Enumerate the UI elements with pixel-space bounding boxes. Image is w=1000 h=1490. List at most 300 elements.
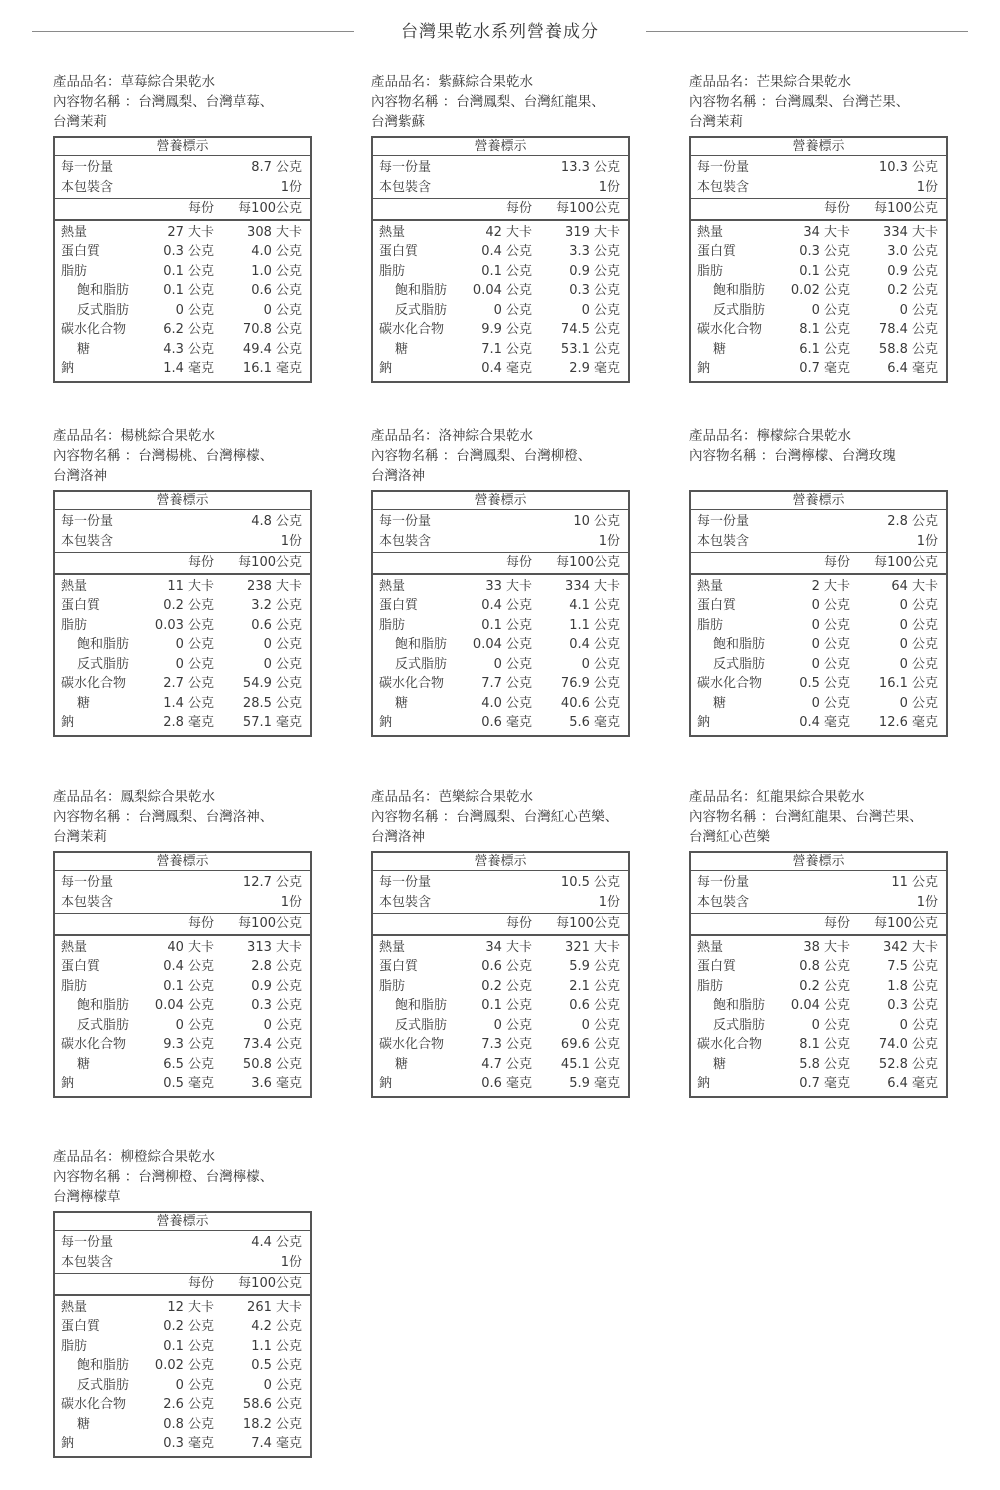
column-header-per-serving: 每份 bbox=[505, 555, 532, 570]
nutrient-per-100g: 342 大卡 bbox=[883, 939, 938, 955]
product-name-prefix: 產品品名： bbox=[53, 1149, 121, 1165]
product-block bbox=[689, 787, 948, 1091]
serving-size-value: 10.3 公克 bbox=[878, 160, 938, 175]
nutrient-name: 糖 bbox=[713, 1056, 727, 1072]
contents-line-2: 台灣茉莉 bbox=[53, 829, 107, 845]
nutrient-per-100g: 74.5 公克 bbox=[560, 322, 620, 337]
nutrient-per-serving: 12 大卡 bbox=[167, 1299, 214, 1315]
nutrient-name: 反式脂肪 bbox=[395, 1017, 448, 1033]
nutrient-per-serving: 0.2 公克 bbox=[163, 598, 214, 613]
nutrient-per-serving: 6.2 公克 bbox=[163, 322, 214, 337]
nutrition-label-title: 營養標示 bbox=[373, 492, 628, 510]
nutrition-label-title: 營養標示 bbox=[691, 853, 946, 871]
nutrient-row bbox=[691, 320, 946, 340]
contents-line bbox=[689, 446, 948, 466]
nutrient-section bbox=[373, 575, 628, 735]
product-block bbox=[53, 787, 312, 1091]
servings-label: 本包裝含 bbox=[697, 179, 750, 195]
nutrient-row bbox=[55, 616, 310, 636]
nutrient-name: 熱量 bbox=[61, 1299, 88, 1315]
nutrient-section bbox=[373, 221, 628, 381]
nutrient-per-serving: 4.7 公克 bbox=[481, 1056, 532, 1072]
contents-prefix: 內容物名稱 ： bbox=[689, 809, 775, 825]
nutrient-row bbox=[373, 242, 628, 262]
nutrient-row bbox=[691, 1055, 946, 1075]
nutrient-name: 蛋白質 bbox=[379, 959, 419, 974]
nutrient-name: 蛋白質 bbox=[61, 1319, 101, 1334]
nutrient-per-serving: 0.5 公克 bbox=[799, 676, 850, 691]
nutrient-per-serving: 0.4 公克 bbox=[481, 598, 532, 613]
nutrient-name: 飽和脂肪 bbox=[77, 637, 130, 652]
nutrient-row bbox=[373, 938, 628, 958]
nutrient-name: 脂肪 bbox=[697, 978, 724, 994]
nutrient-name: 碳水化合物 bbox=[379, 676, 445, 691]
contents-line bbox=[371, 92, 630, 112]
nutrient-name: 碳水化合物 bbox=[697, 322, 763, 337]
nutrient-name: 脂肪 bbox=[61, 617, 88, 633]
contents-line bbox=[53, 446, 312, 466]
nutrient-name: 反式脂肪 bbox=[713, 656, 766, 672]
servings-row bbox=[55, 178, 310, 198]
serving-size-row bbox=[691, 158, 946, 178]
contents-text: 台灣檸檬、台灣玫瑰 bbox=[774, 448, 896, 464]
product-block bbox=[371, 426, 630, 730]
nutrient-row bbox=[691, 262, 946, 282]
nutrient-name: 蛋白質 bbox=[379, 244, 419, 259]
nutrient-name: 熱量 bbox=[61, 578, 88, 594]
nutrition-label-title: 營養標示 bbox=[55, 853, 310, 871]
servings-row bbox=[373, 532, 628, 552]
column-header-per-100g: 每100公克 bbox=[874, 916, 938, 931]
nutrient-row bbox=[55, 596, 310, 616]
nutrient-row bbox=[691, 596, 946, 616]
nutrient-name: 脂肪 bbox=[61, 1338, 88, 1354]
nutrient-row bbox=[373, 1074, 628, 1094]
nutrient-per-serving: 0.1 公克 bbox=[481, 263, 532, 279]
nutrient-per-serving: 5.8 公克 bbox=[799, 1056, 850, 1072]
product-name-line bbox=[689, 426, 948, 446]
nutrient-per-serving: 0 公克 bbox=[811, 695, 850, 711]
nutrient-per-serving: 40 大卡 bbox=[167, 939, 214, 955]
product-name-line bbox=[371, 426, 630, 446]
nutrient-per-serving: 34 大卡 bbox=[803, 224, 850, 240]
serving-size-label: 每一份量 bbox=[379, 160, 432, 175]
contents-line bbox=[689, 807, 948, 827]
nutrient-row bbox=[691, 242, 946, 262]
nutrient-per-serving: 0 公克 bbox=[811, 617, 850, 633]
column-header-per-serving: 每份 bbox=[187, 916, 214, 931]
product-name-line bbox=[53, 72, 312, 92]
nutrient-per-serving: 2.6 公克 bbox=[163, 1397, 214, 1412]
nutrient-per-100g: 0 公克 bbox=[263, 637, 302, 652]
column-header-per-100g: 每100公克 bbox=[556, 201, 620, 216]
serving-size-label: 每一份量 bbox=[61, 160, 114, 175]
nutrient-row bbox=[55, 577, 310, 597]
nutrient-name: 碳水化合物 bbox=[379, 322, 445, 337]
serving-section bbox=[691, 156, 946, 198]
nutrient-per-100g: 0.9 公克 bbox=[569, 263, 620, 279]
nutrient-name: 反式脂肪 bbox=[77, 656, 130, 672]
nutrient-name: 反式脂肪 bbox=[713, 1017, 766, 1033]
nutrient-name: 脂肪 bbox=[61, 263, 88, 279]
nutrient-name: 蛋白質 bbox=[61, 244, 101, 259]
nutrient-row bbox=[55, 1356, 310, 1376]
nutrient-per-100g: 0.5 公克 bbox=[251, 1358, 302, 1373]
nutrition-label-title: 營養標示 bbox=[55, 1213, 310, 1231]
nutrient-per-serving: 0.1 公克 bbox=[163, 263, 214, 279]
serving-size-label: 每一份量 bbox=[697, 875, 750, 890]
page-header bbox=[32, 18, 968, 46]
nutrition-label-title: 營養標示 bbox=[691, 138, 946, 156]
nutrient-row bbox=[55, 977, 310, 997]
nutrient-per-100g: 0 公克 bbox=[263, 302, 302, 318]
nutrient-per-100g: 50.8 公克 bbox=[242, 1056, 302, 1072]
nutrient-per-serving: 6.5 公克 bbox=[163, 1056, 214, 1072]
serving-size-row bbox=[373, 512, 628, 532]
nutrient-row bbox=[373, 635, 628, 655]
contents-line bbox=[371, 446, 630, 466]
nutrient-per-100g: 0.3 公克 bbox=[251, 998, 302, 1013]
nutrient-row bbox=[691, 281, 946, 301]
column-header-row bbox=[373, 199, 628, 219]
nutrient-per-serving: 0 公克 bbox=[175, 1017, 214, 1033]
nutrient-section bbox=[55, 1296, 310, 1456]
nutrient-row bbox=[373, 616, 628, 636]
nutrient-row bbox=[55, 713, 310, 733]
nutrient-name: 熱量 bbox=[379, 224, 406, 240]
servings-row bbox=[55, 532, 310, 552]
nutrient-row bbox=[55, 340, 310, 360]
nutrient-name: 熱量 bbox=[697, 224, 724, 240]
nutrient-per-100g: 238 大卡 bbox=[247, 578, 302, 594]
nutrient-section bbox=[55, 575, 310, 735]
column-header-row bbox=[691, 199, 946, 219]
nutrient-name: 鈉 bbox=[61, 715, 75, 730]
servings-row bbox=[55, 893, 310, 913]
nutrient-per-serving: 0.03 公克 bbox=[154, 617, 214, 633]
servings-label: 本包裝含 bbox=[697, 894, 750, 910]
product-name-prefix: 產品品名： bbox=[371, 428, 439, 444]
nutrient-name: 鈉 bbox=[61, 361, 75, 376]
product-block bbox=[53, 1147, 312, 1451]
column-header-per-100g: 每100公克 bbox=[556, 916, 620, 931]
contents-line bbox=[689, 92, 948, 112]
nutrient-per-serving: 0.04 公克 bbox=[472, 283, 532, 298]
nutrient-per-serving: 0.04 公克 bbox=[472, 637, 532, 652]
nutrient-row bbox=[55, 674, 310, 694]
nutrient-name: 鈉 bbox=[697, 715, 711, 730]
nutrient-per-serving: 0.7 毫克 bbox=[799, 1076, 850, 1091]
nutrient-name: 飽和脂肪 bbox=[395, 283, 448, 298]
nutrition-label bbox=[689, 136, 948, 383]
nutrient-name: 蛋白質 bbox=[697, 959, 737, 974]
nutrient-per-serving: 0.2 公克 bbox=[163, 1319, 214, 1334]
nutrient-per-100g: 16.1 公克 bbox=[878, 676, 938, 691]
nutrient-name: 熱量 bbox=[61, 939, 88, 955]
nutrient-name: 飽和脂肪 bbox=[713, 283, 766, 298]
nutrient-per-serving: 9.9 公克 bbox=[481, 322, 532, 337]
nutrient-row bbox=[373, 694, 628, 714]
nutrient-name: 飽和脂肪 bbox=[77, 283, 130, 298]
nutrient-name: 碳水化合物 bbox=[61, 676, 127, 691]
column-header-per-serving: 每份 bbox=[823, 916, 850, 931]
serving-size-row bbox=[55, 873, 310, 893]
nutrient-per-100g: 321 大卡 bbox=[565, 939, 620, 955]
contents-text: 台灣楊桃、台灣檸檬、 bbox=[138, 448, 274, 464]
nutrient-row bbox=[55, 301, 310, 321]
nutrient-per-serving: 0.6 毫克 bbox=[481, 1076, 532, 1091]
nutrient-row bbox=[55, 320, 310, 340]
nutrient-per-serving: 4.0 公克 bbox=[481, 695, 532, 711]
header-rule-right bbox=[646, 31, 968, 32]
nutrient-row bbox=[55, 1395, 310, 1415]
serving-size-label: 每一份量 bbox=[697, 160, 750, 175]
servings-label: 本包裝含 bbox=[61, 894, 114, 910]
nutrient-name: 碳水化合物 bbox=[61, 1037, 127, 1052]
nutrition-label bbox=[53, 851, 312, 1098]
nutrient-name: 蛋白質 bbox=[379, 598, 419, 613]
nutrient-per-serving: 0 公克 bbox=[811, 1017, 850, 1033]
serving-size-label: 每一份量 bbox=[379, 514, 432, 529]
nutrient-row bbox=[691, 1016, 946, 1036]
nutrient-per-serving: 0.4 毫克 bbox=[799, 715, 850, 730]
nutrient-row bbox=[373, 674, 628, 694]
column-header-row bbox=[55, 553, 310, 573]
nutrient-per-100g: 0 公克 bbox=[899, 598, 938, 613]
nutrient-per-100g: 7.4 毫克 bbox=[251, 1436, 302, 1451]
nutrient-row bbox=[373, 1035, 628, 1055]
nutrient-per-100g: 78.4 公克 bbox=[878, 322, 938, 337]
nutrient-per-100g: 58.8 公克 bbox=[878, 341, 938, 357]
nutrient-name: 脂肪 bbox=[697, 617, 724, 633]
nutrient-per-100g: 0 公克 bbox=[581, 656, 620, 672]
nutrient-per-serving: 27 大卡 bbox=[167, 224, 214, 240]
nutrient-per-serving: 2.7 公克 bbox=[163, 676, 214, 691]
nutrient-per-100g: 0 公克 bbox=[263, 1377, 302, 1393]
nutrient-row bbox=[55, 281, 310, 301]
contents-line-2: 台灣茉莉 bbox=[53, 114, 107, 130]
contents-line bbox=[53, 1167, 312, 1187]
product-name-line bbox=[689, 787, 948, 807]
column-header-row bbox=[691, 914, 946, 934]
product-block bbox=[371, 787, 630, 1091]
column-header-per-100g: 每100公克 bbox=[556, 555, 620, 570]
nutrient-name: 熱量 bbox=[697, 939, 724, 955]
servings-value: 1份 bbox=[280, 1254, 302, 1270]
column-header-per-100g: 每100公克 bbox=[238, 1276, 302, 1291]
product-name: 紅龍果綜合果乾水 bbox=[756, 789, 865, 805]
servings-value: 1份 bbox=[598, 179, 620, 195]
nutrient-per-serving: 0.2 公克 bbox=[481, 978, 532, 994]
nutrient-per-100g: 2.1 公克 bbox=[569, 978, 620, 994]
product-info bbox=[53, 787, 312, 847]
servings-value: 1份 bbox=[280, 179, 302, 195]
contents-text: 台灣紅龍果、台灣芒果、 bbox=[774, 809, 923, 825]
contents-prefix: 內容物名稱 ： bbox=[53, 94, 139, 110]
nutrient-per-100g: 0.9 公克 bbox=[887, 263, 938, 279]
nutrient-row bbox=[373, 1016, 628, 1036]
product-name: 紫蘇綜合果乾水 bbox=[438, 74, 533, 90]
product-block bbox=[371, 72, 630, 376]
nutrient-per-serving: 0.1 公克 bbox=[481, 998, 532, 1013]
serving-size-row bbox=[55, 1233, 310, 1253]
nutrient-name: 蛋白質 bbox=[697, 598, 737, 613]
nutrient-per-100g: 64 大卡 bbox=[891, 578, 938, 594]
product-name: 楊桃綜合果乾水 bbox=[120, 428, 215, 444]
nutrient-row bbox=[55, 1016, 310, 1036]
product-name-prefix: 產品品名： bbox=[689, 74, 757, 90]
nutrient-per-100g: 57.1 毫克 bbox=[242, 715, 302, 730]
nutrient-name: 脂肪 bbox=[379, 978, 406, 994]
serving-size-row bbox=[691, 512, 946, 532]
serving-size-row bbox=[691, 873, 946, 893]
nutrition-label bbox=[689, 490, 948, 737]
nutrient-per-serving: 0.1 公克 bbox=[163, 283, 214, 298]
column-header-per-serving: 每份 bbox=[823, 201, 850, 216]
nutrient-name: 熱量 bbox=[697, 578, 724, 594]
nutrient-per-serving: 0.4 公克 bbox=[163, 959, 214, 974]
product-name: 洛神綜合果乾水 bbox=[438, 428, 533, 444]
nutrient-row bbox=[55, 1337, 310, 1357]
serving-size-value: 2.8 公克 bbox=[887, 514, 938, 529]
nutrient-name: 糖 bbox=[395, 341, 409, 357]
nutrient-name: 蛋白質 bbox=[697, 244, 737, 259]
nutrient-per-100g: 16.1 毫克 bbox=[242, 361, 302, 376]
nutrient-per-100g: 12.6 毫克 bbox=[878, 715, 938, 730]
contents-line bbox=[371, 807, 630, 827]
product-name-prefix: 產品品名： bbox=[53, 428, 121, 444]
nutrient-row bbox=[373, 655, 628, 675]
product-info bbox=[371, 426, 630, 486]
column-header-per-serving: 每份 bbox=[187, 1276, 214, 1291]
nutrient-per-100g: 28.5 公克 bbox=[242, 695, 302, 711]
contents-line-2: 台灣茉莉 bbox=[689, 114, 743, 130]
serving-section bbox=[373, 510, 628, 552]
nutrient-per-100g: 0 公克 bbox=[581, 302, 620, 318]
nutrient-name: 糖 bbox=[395, 1056, 409, 1072]
nutrient-per-100g: 0 公克 bbox=[263, 1017, 302, 1033]
nutrient-per-100g: 45.1 公克 bbox=[560, 1056, 620, 1072]
nutrient-per-100g: 3.0 公克 bbox=[887, 244, 938, 259]
nutrient-row bbox=[55, 1074, 310, 1094]
nutrient-per-100g: 3.6 毫克 bbox=[251, 1076, 302, 1091]
nutrient-row bbox=[691, 616, 946, 636]
contents-line bbox=[53, 92, 312, 112]
nutrient-per-100g: 0 公克 bbox=[263, 656, 302, 672]
column-header-per-serving: 每份 bbox=[505, 916, 532, 931]
nutrient-per-serving: 0.3 公克 bbox=[799, 244, 850, 259]
nutrient-per-100g: 2.8 公克 bbox=[251, 959, 302, 974]
nutrient-name: 熱量 bbox=[61, 224, 88, 240]
nutrient-per-100g: 5.9 毫克 bbox=[569, 1076, 620, 1091]
nutrient-per-100g: 5.9 公克 bbox=[569, 959, 620, 974]
nutrient-name: 反式脂肪 bbox=[713, 302, 766, 318]
servings-label: 本包裝含 bbox=[697, 533, 750, 549]
serving-size-label: 每一份量 bbox=[61, 875, 114, 890]
nutrient-name: 脂肪 bbox=[379, 617, 406, 633]
nutrient-row bbox=[55, 938, 310, 958]
nutrient-per-serving: 1.4 毫克 bbox=[163, 361, 214, 376]
nutrient-per-100g: 6.4 毫克 bbox=[887, 361, 938, 376]
servings-label: 本包裝含 bbox=[379, 179, 432, 195]
nutrition-label-title: 營養標示 bbox=[55, 492, 310, 510]
nutrient-name: 飽和脂肪 bbox=[77, 1358, 130, 1373]
nutrient-row bbox=[55, 1376, 310, 1396]
product-name-line bbox=[53, 787, 312, 807]
nutrient-row bbox=[691, 577, 946, 597]
product-info bbox=[689, 787, 948, 847]
product-block bbox=[689, 426, 948, 730]
product-info bbox=[371, 72, 630, 132]
nutrient-name: 鈉 bbox=[697, 1076, 711, 1091]
nutrient-row bbox=[373, 577, 628, 597]
column-header-per-100g: 每100公克 bbox=[238, 916, 302, 931]
nutrient-per-100g: 74.0 公克 bbox=[878, 1037, 938, 1052]
contents-prefix: 內容物名稱 ： bbox=[689, 448, 775, 464]
nutrient-per-100g: 0 公克 bbox=[899, 617, 938, 633]
nutrient-name: 糖 bbox=[77, 695, 91, 711]
nutrient-row bbox=[373, 301, 628, 321]
nutrient-per-100g: 313 大卡 bbox=[247, 939, 302, 955]
nutrient-per-100g: 0.3 公克 bbox=[569, 283, 620, 298]
contents-text: 台灣鳳梨、台灣紅心芭樂、 bbox=[456, 809, 619, 825]
nutrient-per-serving: 7.7 公克 bbox=[481, 676, 532, 691]
nutrient-row bbox=[691, 655, 946, 675]
nutrient-row bbox=[373, 957, 628, 977]
product-name: 柳橙綜合果乾水 bbox=[120, 1149, 215, 1165]
servings-label: 本包裝含 bbox=[61, 1254, 114, 1270]
nutrient-name: 飽和脂肪 bbox=[713, 998, 766, 1013]
servings-row bbox=[691, 178, 946, 198]
nutrient-per-100g: 69.6 公克 bbox=[560, 1037, 620, 1052]
nutrient-per-100g: 334 大卡 bbox=[565, 578, 620, 594]
nutrient-row bbox=[691, 223, 946, 243]
nutrient-row bbox=[691, 1035, 946, 1055]
nutrient-per-100g: 5.6 毫克 bbox=[569, 715, 620, 730]
nutrient-row bbox=[55, 1055, 310, 1075]
nutrient-name: 糖 bbox=[77, 1056, 91, 1072]
contents-text: 台灣柳橙、台灣檸檬、 bbox=[138, 1169, 274, 1185]
product-name-prefix: 產品品名： bbox=[371, 74, 439, 90]
nutrient-name: 飽和脂肪 bbox=[77, 998, 130, 1013]
nutrient-per-serving: 0.6 公克 bbox=[481, 959, 532, 974]
nutrient-per-100g: 4.2 公克 bbox=[251, 1319, 302, 1334]
nutrient-per-100g: 0 公克 bbox=[899, 1017, 938, 1033]
contents-prefix: 內容物名稱 ： bbox=[371, 809, 457, 825]
nutrient-name: 飽和脂肪 bbox=[713, 637, 766, 652]
nutrient-per-serving: 0.1 公克 bbox=[481, 617, 532, 633]
column-header-per-100g: 每100公克 bbox=[874, 201, 938, 216]
nutrition-label bbox=[371, 490, 630, 737]
nutrient-per-100g: 0 公克 bbox=[899, 695, 938, 711]
product-name-prefix: 產品品名： bbox=[689, 428, 757, 444]
nutrient-row bbox=[691, 340, 946, 360]
nutrient-name: 碳水化合物 bbox=[61, 1397, 127, 1412]
nutrient-per-100g: 1.1 公克 bbox=[569, 617, 620, 633]
nutrient-name: 脂肪 bbox=[61, 978, 88, 994]
contents-line-2: 台灣洛神 bbox=[371, 468, 425, 484]
nutrient-per-serving: 38 大卡 bbox=[803, 939, 850, 955]
nutrient-row bbox=[373, 320, 628, 340]
nutrient-row bbox=[373, 340, 628, 360]
nutrient-per-serving: 0.4 公克 bbox=[481, 244, 532, 259]
product-name: 芒果綜合果乾水 bbox=[756, 74, 851, 90]
serving-size-value: 4.4 公克 bbox=[251, 1235, 302, 1250]
servings-value: 1份 bbox=[280, 533, 302, 549]
nutrient-name: 反式脂肪 bbox=[77, 1377, 130, 1393]
nutrient-row bbox=[691, 359, 946, 379]
nutrition-label bbox=[371, 136, 630, 383]
